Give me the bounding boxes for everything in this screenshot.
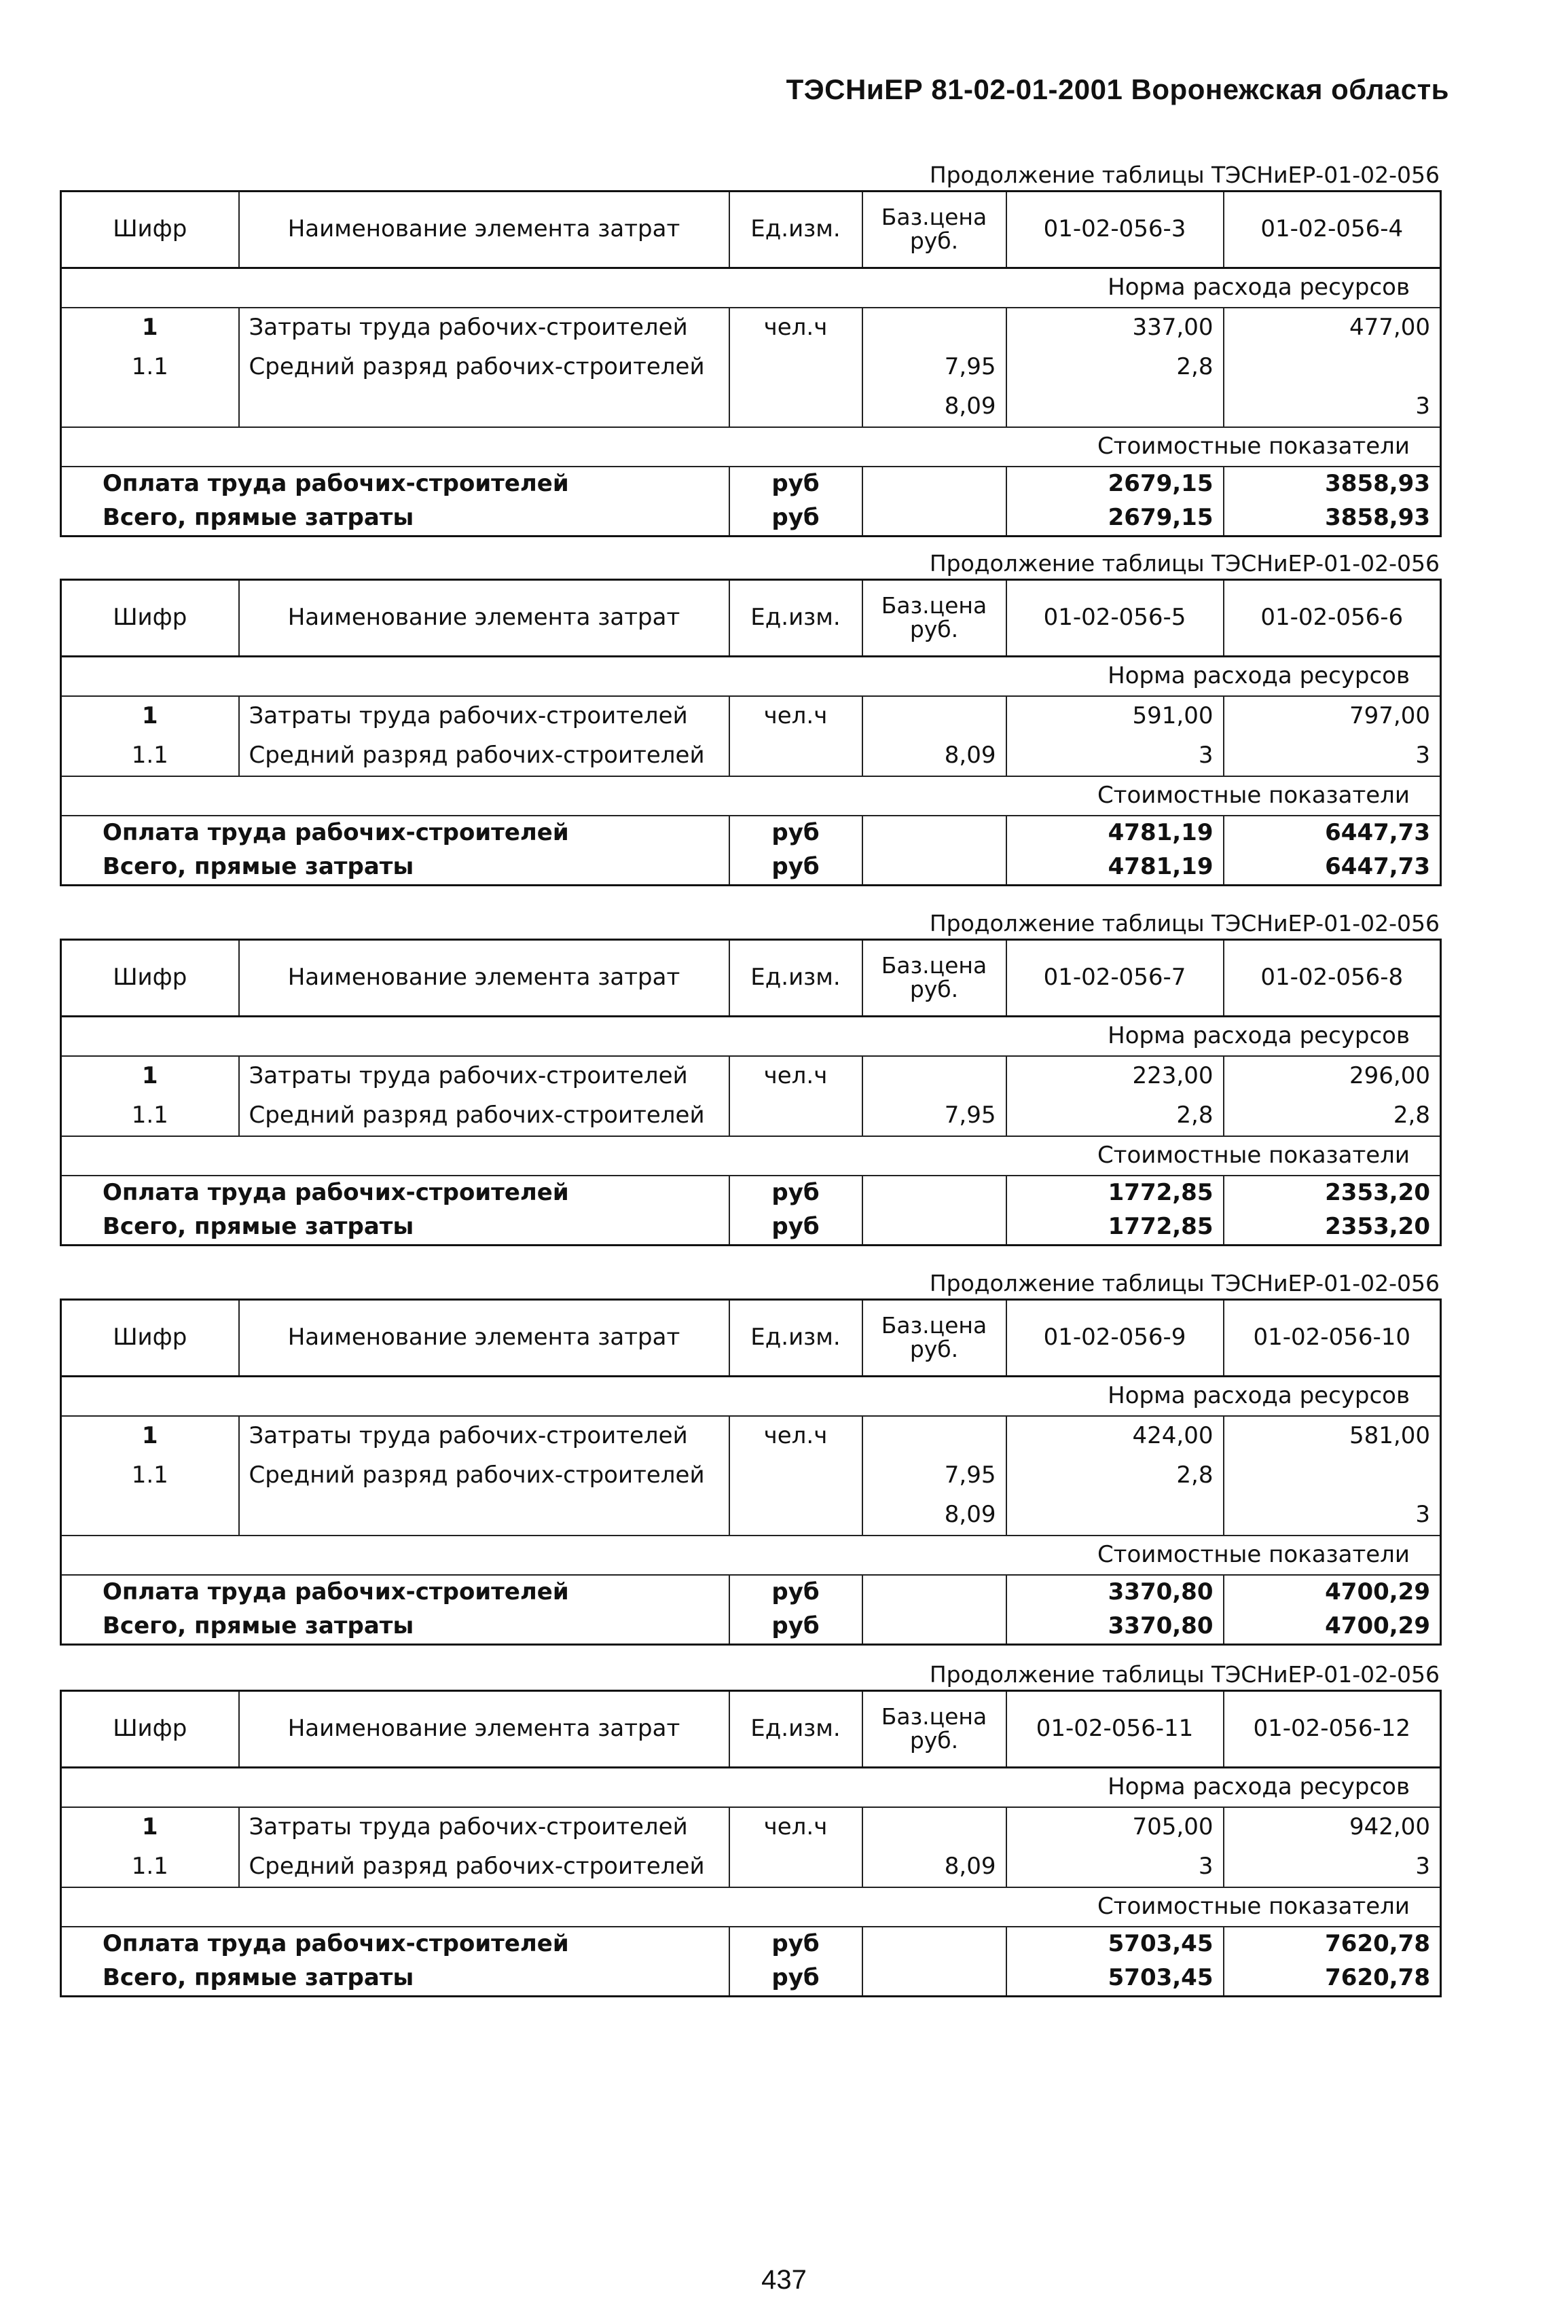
row-code: 1 <box>61 696 239 736</box>
row-price: 7,95 <box>862 1456 1006 1495</box>
total-unit: руб <box>729 1210 862 1246</box>
row-code: 1 <box>61 1416 239 1456</box>
section-cost-label: Стоимостные показатели <box>61 776 1441 816</box>
total-name: Оплата труда рабочих-строителей <box>61 467 729 501</box>
total-value-a: 1772,85 <box>1006 1210 1224 1246</box>
row-code: 1.1 <box>61 1456 239 1495</box>
header-col-b: 01-02-056-8 <box>1224 940 1441 1017</box>
row-unit: чел.ч <box>729 308 862 348</box>
section-norm-row <box>61 268 1441 308</box>
table-header-row <box>61 1300 1441 1377</box>
section-norm-row <box>61 1768 1441 1808</box>
total-unit: руб <box>729 1927 862 1961</box>
row-price: 8,09 <box>862 1847 1006 1887</box>
row-value-b: 797,00 <box>1224 696 1441 736</box>
total-value-b: 7620,78 <box>1224 1961 1441 1997</box>
continuation-caption: Продолжение таблицы ТЭСНиЕР-01-02-056 <box>929 162 1440 188</box>
norm-table <box>60 190 1442 537</box>
total-row <box>61 501 1441 537</box>
row-name: Затраты труда рабочих-строителей <box>239 1807 729 1847</box>
row-value-a: 424,00 <box>1006 1416 1224 1456</box>
continuation-caption: Продолжение таблицы ТЭСНиЕР-01-02-056 <box>929 1661 1440 1688</box>
section-cost-label: Стоимостные показатели <box>61 1136 1441 1176</box>
section-norm-label: Норма расхода ресурсов <box>61 1017 1441 1057</box>
row-code <box>61 387 239 427</box>
row-value-b: 3 <box>1224 1847 1441 1887</box>
row-unit <box>729 1847 862 1887</box>
header-col-a: 01-02-056-7 <box>1006 940 1224 1017</box>
total-price <box>862 1575 1006 1610</box>
table-row <box>61 1056 1441 1096</box>
row-unit <box>729 1456 862 1495</box>
header-col-b: 01-02-056-10 <box>1224 1300 1441 1377</box>
row-value-b: 477,00 <box>1224 308 1441 348</box>
total-price <box>862 501 1006 537</box>
norm-table <box>60 1299 1442 1646</box>
total-row <box>61 1927 1441 1961</box>
total-unit: руб <box>729 1961 862 1997</box>
total-unit: руб <box>729 1176 862 1210</box>
header-col-a: 01-02-056-11 <box>1006 1691 1224 1768</box>
page-header: ТЭСНиЕР 81-02-01-2001 Воронежская область <box>786 73 1449 105</box>
header-unit: Ед.изм. <box>729 1300 862 1377</box>
row-value-a: 705,00 <box>1006 1807 1224 1847</box>
header-price: Баз.цена руб. <box>862 940 1006 1017</box>
header-unit: Ед.изм. <box>729 1691 862 1768</box>
section-norm-row <box>61 1377 1441 1417</box>
total-value-b: 3858,93 <box>1224 501 1441 537</box>
row-unit <box>729 1096 862 1136</box>
total-unit: руб <box>729 816 862 850</box>
row-value-a <box>1006 387 1224 427</box>
table-header-row <box>61 1691 1441 1768</box>
table-row <box>61 1807 1441 1847</box>
row-price <box>862 1807 1006 1847</box>
row-value-a: 223,00 <box>1006 1056 1224 1096</box>
row-name: Затраты труда рабочих-строителей <box>239 1416 729 1456</box>
row-value-b: 2,8 <box>1224 1096 1441 1136</box>
row-name: Средний разряд рабочих-строителей <box>239 1456 729 1495</box>
total-price <box>862 816 1006 850</box>
section-cost-row <box>61 427 1441 467</box>
header-name: Наименование элемента затрат <box>239 580 729 657</box>
total-row <box>61 1961 1441 1997</box>
section-norm-row <box>61 1017 1441 1057</box>
total-name: Всего, прямые затраты <box>61 1961 729 1997</box>
header-price: Баз.цена руб. <box>862 192 1006 268</box>
row-value-a <box>1006 1495 1224 1536</box>
total-name: Оплата труда рабочих-строителей <box>61 1927 729 1961</box>
row-price: 8,09 <box>862 387 1006 427</box>
header-name: Наименование элемента затрат <box>239 1691 729 1768</box>
total-value-b: 2353,20 <box>1224 1210 1441 1246</box>
row-value-b: 3 <box>1224 387 1441 427</box>
row-name <box>239 387 729 427</box>
row-value-b: 296,00 <box>1224 1056 1441 1096</box>
section-norm-row <box>61 657 1441 697</box>
row-unit <box>729 387 862 427</box>
total-price <box>862 1927 1006 1961</box>
total-price <box>862 850 1006 886</box>
total-unit: руб <box>729 467 862 501</box>
row-value-b: 3 <box>1224 736 1441 776</box>
header-unit: Ед.изм. <box>729 940 862 1017</box>
row-unit: чел.ч <box>729 696 862 736</box>
table-row <box>61 696 1441 736</box>
table-row <box>61 1096 1441 1136</box>
row-name <box>239 1495 729 1536</box>
table-row <box>61 387 1441 427</box>
row-price <box>862 1416 1006 1456</box>
row-code: 1.1 <box>61 1847 239 1887</box>
total-name: Всего, прямые затраты <box>61 501 729 537</box>
header-col-a: 01-02-056-5 <box>1006 580 1224 657</box>
row-name: Средний разряд рабочих-строителей <box>239 1096 729 1136</box>
row-code: 1.1 <box>61 736 239 776</box>
total-value-b: 2353,20 <box>1224 1176 1441 1210</box>
section-norm-label: Норма расхода ресурсов <box>61 657 1441 697</box>
section-cost-label: Стоимостные показатели <box>61 427 1441 467</box>
row-price: 8,09 <box>862 736 1006 776</box>
section-cost-label: Стоимостные показатели <box>61 1536 1441 1575</box>
norm-table <box>60 579 1442 886</box>
total-row <box>61 1210 1441 1246</box>
table-header-row <box>61 940 1441 1017</box>
header-name: Наименование элемента затрат <box>239 192 729 268</box>
table-row <box>61 1847 1441 1887</box>
total-value-b: 4700,29 <box>1224 1575 1441 1610</box>
header-code: Шифр <box>61 192 239 268</box>
header-code: Шифр <box>61 1691 239 1768</box>
row-unit: чел.ч <box>729 1056 862 1096</box>
total-row <box>61 816 1441 850</box>
total-value-a: 2679,15 <box>1006 467 1224 501</box>
total-price <box>862 1961 1006 1997</box>
total-name: Оплата труда рабочих-строителей <box>61 816 729 850</box>
total-value-a: 5703,45 <box>1006 1927 1224 1961</box>
total-value-b: 4700,29 <box>1224 1610 1441 1645</box>
total-row <box>61 1575 1441 1610</box>
total-row <box>61 1176 1441 1210</box>
row-unit <box>729 348 862 387</box>
row-value-b: 3 <box>1224 1495 1441 1536</box>
row-name: Средний разряд рабочих-строителей <box>239 736 729 776</box>
row-value-a: 3 <box>1006 736 1224 776</box>
section-cost-row <box>61 1536 1441 1575</box>
row-value-b: 942,00 <box>1224 1807 1441 1847</box>
page-number: 437 <box>761 2265 807 2295</box>
header-col-a: 01-02-056-9 <box>1006 1300 1224 1377</box>
header-code: Шифр <box>61 940 239 1017</box>
total-value-a: 3370,80 <box>1006 1575 1224 1610</box>
row-price <box>862 696 1006 736</box>
row-price <box>862 1056 1006 1096</box>
header-unit: Ед.изм. <box>729 192 862 268</box>
row-code <box>61 1495 239 1536</box>
table-row <box>61 736 1441 776</box>
row-value-a: 337,00 <box>1006 308 1224 348</box>
row-value-b <box>1224 348 1441 387</box>
row-value-b <box>1224 1456 1441 1495</box>
total-name: Всего, прямые затраты <box>61 1210 729 1246</box>
total-name: Оплата труда рабочих-строителей <box>61 1575 729 1610</box>
total-value-a: 2679,15 <box>1006 501 1224 537</box>
header-code: Шифр <box>61 580 239 657</box>
header-col-a: 01-02-056-3 <box>1006 192 1224 268</box>
section-cost-label: Стоимостные показатели <box>61 1887 1441 1927</box>
row-name: Затраты труда рабочих-строителей <box>239 696 729 736</box>
header-col-b: 01-02-056-6 <box>1224 580 1441 657</box>
norm-table <box>60 939 1442 1246</box>
header-name: Наименование элемента затрат <box>239 1300 729 1377</box>
row-code: 1 <box>61 1807 239 1847</box>
total-row <box>61 467 1441 501</box>
total-value-a: 4781,19 <box>1006 816 1224 850</box>
total-unit: руб <box>729 1575 862 1610</box>
total-unit: руб <box>729 501 862 537</box>
row-value-a: 2,8 <box>1006 348 1224 387</box>
section-norm-label: Норма расхода ресурсов <box>61 268 1441 308</box>
header-price: Баз.цена руб. <box>862 580 1006 657</box>
row-unit: чел.ч <box>729 1807 862 1847</box>
total-value-a: 1772,85 <box>1006 1176 1224 1210</box>
total-value-b: 3858,93 <box>1224 467 1441 501</box>
row-code: 1.1 <box>61 348 239 387</box>
row-name: Средний разряд рабочих-строителей <box>239 1847 729 1887</box>
total-value-b: 6447,73 <box>1224 850 1441 886</box>
header-unit: Ед.изм. <box>729 580 862 657</box>
row-name: Затраты труда рабочих-строителей <box>239 1056 729 1096</box>
row-value-a: 591,00 <box>1006 696 1224 736</box>
header-col-b: 01-02-056-4 <box>1224 192 1441 268</box>
row-unit: чел.ч <box>729 1416 862 1456</box>
header-code: Шифр <box>61 1300 239 1377</box>
total-row <box>61 1610 1441 1645</box>
table-row <box>61 1416 1441 1456</box>
total-value-a: 3370,80 <box>1006 1610 1224 1645</box>
row-unit <box>729 1495 862 1536</box>
table-row <box>61 348 1441 387</box>
total-price <box>862 1610 1006 1645</box>
total-value-b: 7620,78 <box>1224 1927 1441 1961</box>
section-norm-label: Норма расхода ресурсов <box>61 1768 1441 1808</box>
continuation-caption: Продолжение таблицы ТЭСНиЕР-01-02-056 <box>929 910 1440 937</box>
total-name: Оплата труда рабочих-строителей <box>61 1176 729 1210</box>
table-header-row <box>61 192 1441 268</box>
total-price <box>862 1176 1006 1210</box>
total-price <box>862 467 1006 501</box>
row-value-a: 2,8 <box>1006 1456 1224 1495</box>
row-price <box>862 308 1006 348</box>
section-cost-row <box>61 1887 1441 1927</box>
total-unit: руб <box>729 850 862 886</box>
table-row <box>61 1456 1441 1495</box>
table-row <box>61 308 1441 348</box>
total-value-a: 4781,19 <box>1006 850 1224 886</box>
total-unit: руб <box>729 1610 862 1645</box>
continuation-caption: Продолжение таблицы ТЭСНиЕР-01-02-056 <box>929 1270 1440 1296</box>
total-value-b: 6447,73 <box>1224 816 1441 850</box>
norm-table <box>60 1690 1442 1997</box>
section-cost-row <box>61 776 1441 816</box>
section-norm-label: Норма расхода ресурсов <box>61 1377 1441 1417</box>
row-value-b: 581,00 <box>1224 1416 1441 1456</box>
row-price: 8,09 <box>862 1495 1006 1536</box>
row-value-a: 2,8 <box>1006 1096 1224 1136</box>
row-code: 1 <box>61 1056 239 1096</box>
header-name: Наименование элемента затрат <box>239 940 729 1017</box>
row-unit <box>729 736 862 776</box>
table-row <box>61 1495 1441 1536</box>
section-cost-row <box>61 1136 1441 1176</box>
row-value-a: 3 <box>1006 1847 1224 1887</box>
row-price: 7,95 <box>862 1096 1006 1136</box>
header-price: Баз.цена руб. <box>862 1300 1006 1377</box>
continuation-caption: Продолжение таблицы ТЭСНиЕР-01-02-056 <box>929 550 1440 577</box>
total-name: Всего, прямые затраты <box>61 850 729 886</box>
total-value-a: 5703,45 <box>1006 1961 1224 1997</box>
total-row <box>61 850 1441 886</box>
row-name: Затраты труда рабочих-строителей <box>239 308 729 348</box>
total-price <box>862 1210 1006 1246</box>
row-code: 1.1 <box>61 1096 239 1136</box>
table-header-row <box>61 580 1441 657</box>
row-code: 1 <box>61 308 239 348</box>
header-price: Баз.цена руб. <box>862 1691 1006 1768</box>
row-name: Средний разряд рабочих-строителей <box>239 348 729 387</box>
total-name: Всего, прямые затраты <box>61 1610 729 1645</box>
header-col-b: 01-02-056-12 <box>1224 1691 1441 1768</box>
row-price: 7,95 <box>862 348 1006 387</box>
